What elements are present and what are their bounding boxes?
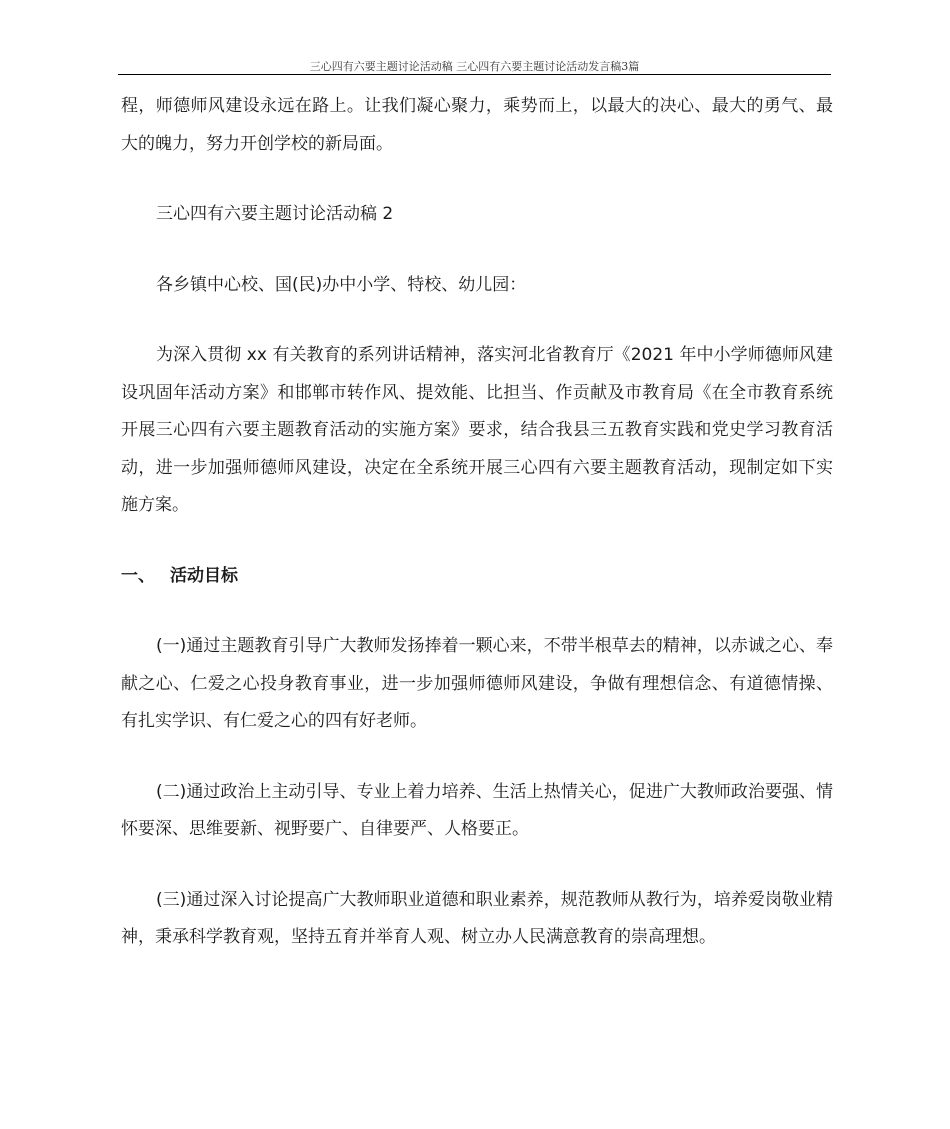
paragraph-goal-3: (三)通过深入讨论提高广大教师职业道德和职业素养，规范教师从教行为，培养爱岗敬业精神，秉承科学教育观，坚持五育并举育人观、树立办人民满意教育的崇高理想。	[121, 889, 833, 947]
paragraph-goal-2: (二)通过政治上主动引导、专业上着力培养、生活上热情关心，促进广大教师政治要强、情怀要深、思维要新、视野要广、自律要严、人格要正。	[121, 781, 833, 839]
paragraph-intro: 为深入贯彻 xx 有关教育的系列讲话精神，落实河北省教育厅《2021 年中小学师德师风建设巩固年活动方案》和邯郸市转作风、提效能、比担当、作贡献及市教育局《在全市教育系统开展三心四有六要主题教育活动的实施方案》要求，结合我县三五教育实践和党史学习教育活动，进一步加强师德师风建设，决定在全系统开展三心四有六要主题教育活动，现制定如下实施方案。	[121, 345, 833, 515]
section-title: 三心四有六要主题讨论活动稿 2	[156, 204, 394, 224]
heading-number: 一、	[121, 565, 155, 586]
heading-text: 活动目标	[170, 565, 238, 586]
paragraph-goal-1: (一)通过主题教育引导广大教师发扬捧着一颗心来，不带半根草去的精神，以赤诚之心、奉献之心、仁爱之心投身教育事业，进一步加强师德师风建设，争做有理想信念、有道德情操、有扎实学识、有仁爱之心的四有好老师。	[121, 636, 833, 731]
salutation: 各乡镇中心校、国(民)办中小学、特校、幼儿园：	[156, 274, 527, 295]
document-body	[121, 88, 833, 957]
heading-activity-goals	[121, 558, 833, 596]
header-title: 三心四有六要主题讨论活动稿 三心四有六要主题讨论活动发言稿3篇	[309, 60, 640, 73]
paragraph-continued: 程，师德师风建设永远在路上。让我们凝心聚力，乘势而上，以最大的决心、最大的勇气、最大的魄力，努力开创学校的新局面。	[121, 96, 833, 154]
page-header	[118, 59, 831, 75]
